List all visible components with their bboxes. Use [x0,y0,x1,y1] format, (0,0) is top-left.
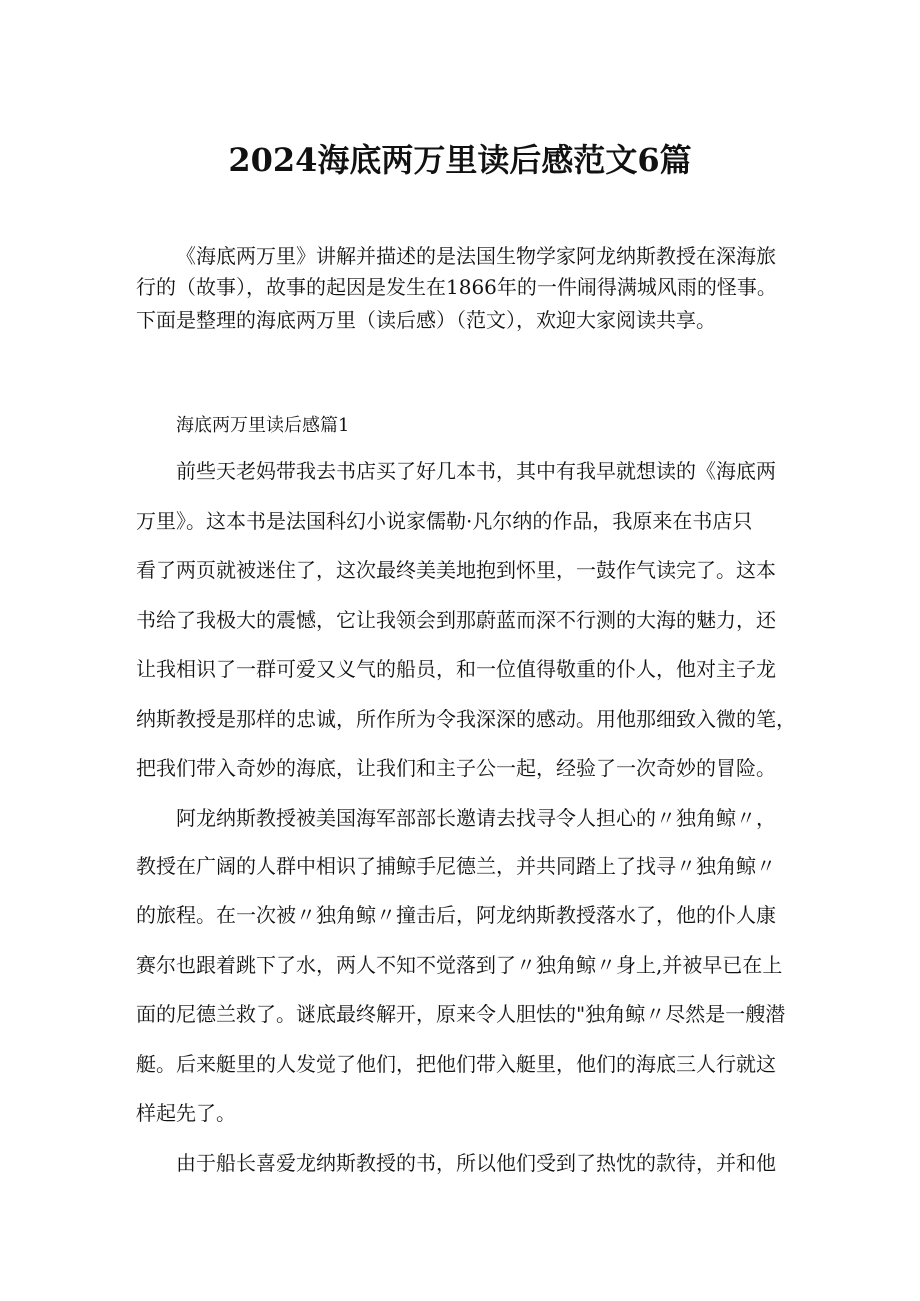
paragraph-line: 让我相识了一群可爱又义气的船员，和一位值得敬重的仆人，他对主子龙 [136,657,776,681]
paragraph-line: 阿龙纳斯教授被美国海军部部长邀请去找寻令人担心的〃独角鲸〃， [176,806,776,830]
paragraph-line: 纳斯教授是那样的忠诚，所作所为令我深深的感动。用他那细致入微的笔， [136,707,796,731]
paragraph-line: 前些天老妈带我去书店买了好几本书，其中有我早就想读的《海底两 [176,459,776,483]
paragraph-line: 样起先了。 [136,1101,236,1125]
intro-line: 下面是整理的海底两万里（读后感）（范文），欢迎大家阅读共享。 [136,308,716,332]
paragraph-line: 看了两页就被迷住了，这次最终美美地抱到怀里，一鼓作气读完了。这本 [136,558,776,582]
document-title: 2024海底两万里读后感范文6篇 [228,141,692,179]
paragraph-line: 教授在广阔的人群中相识了捕鲸手尼德兰，并共同踏上了找寻〃独角鲸〃 [136,854,776,878]
intro-line: 《海底两万里》讲解并描述的是法国生物学家阿龙纳斯教授在深海旅 [176,244,776,268]
paragraph-line: 赛尔也跟着跳下了水，两人不知不觉落到了〃独角鲸〃身上,并被早已在上 [136,953,783,977]
paragraph-line: 万里》。这本书是法国科幻小说家儒勒·凡尔纳的作品，我原来在书店只 [136,509,753,533]
paragraph-line: 由于船长喜爱龙纳斯教授的书，所以他们受到了热忱的款待，并和他 [176,1151,776,1175]
paragraph-line: 艇。后来艇里的人发觉了他们，把他们带入艇里，他们的海底三人行就这 [136,1052,776,1076]
section-heading: 海底两万里读后感篇1 [176,415,350,436]
paragraph-line: 书给了我极大的震憾，它让我领会到那蔚蓝而深不行测的大海的魅力，还 [136,608,776,632]
intro-line: 行的（故事），故事的起因是发生在1866年的一件闹得满城风雨的怪事。 [136,275,777,299]
paragraph-line: 面的尼德兰救了。谜底最终解开，原来令人胆怯的"独角鲸〃尽然是一艘潜 [136,1002,786,1026]
paragraph-line: 的旅程。在一次被〃独角鲸〃撞击后，阿龙纳斯教授落水了，他的仆人康 [136,903,776,927]
paragraph-line: 把我们带入奇妙的海底，让我们和主子公一起，经验了一次奇妙的冒险。 [136,756,776,780]
